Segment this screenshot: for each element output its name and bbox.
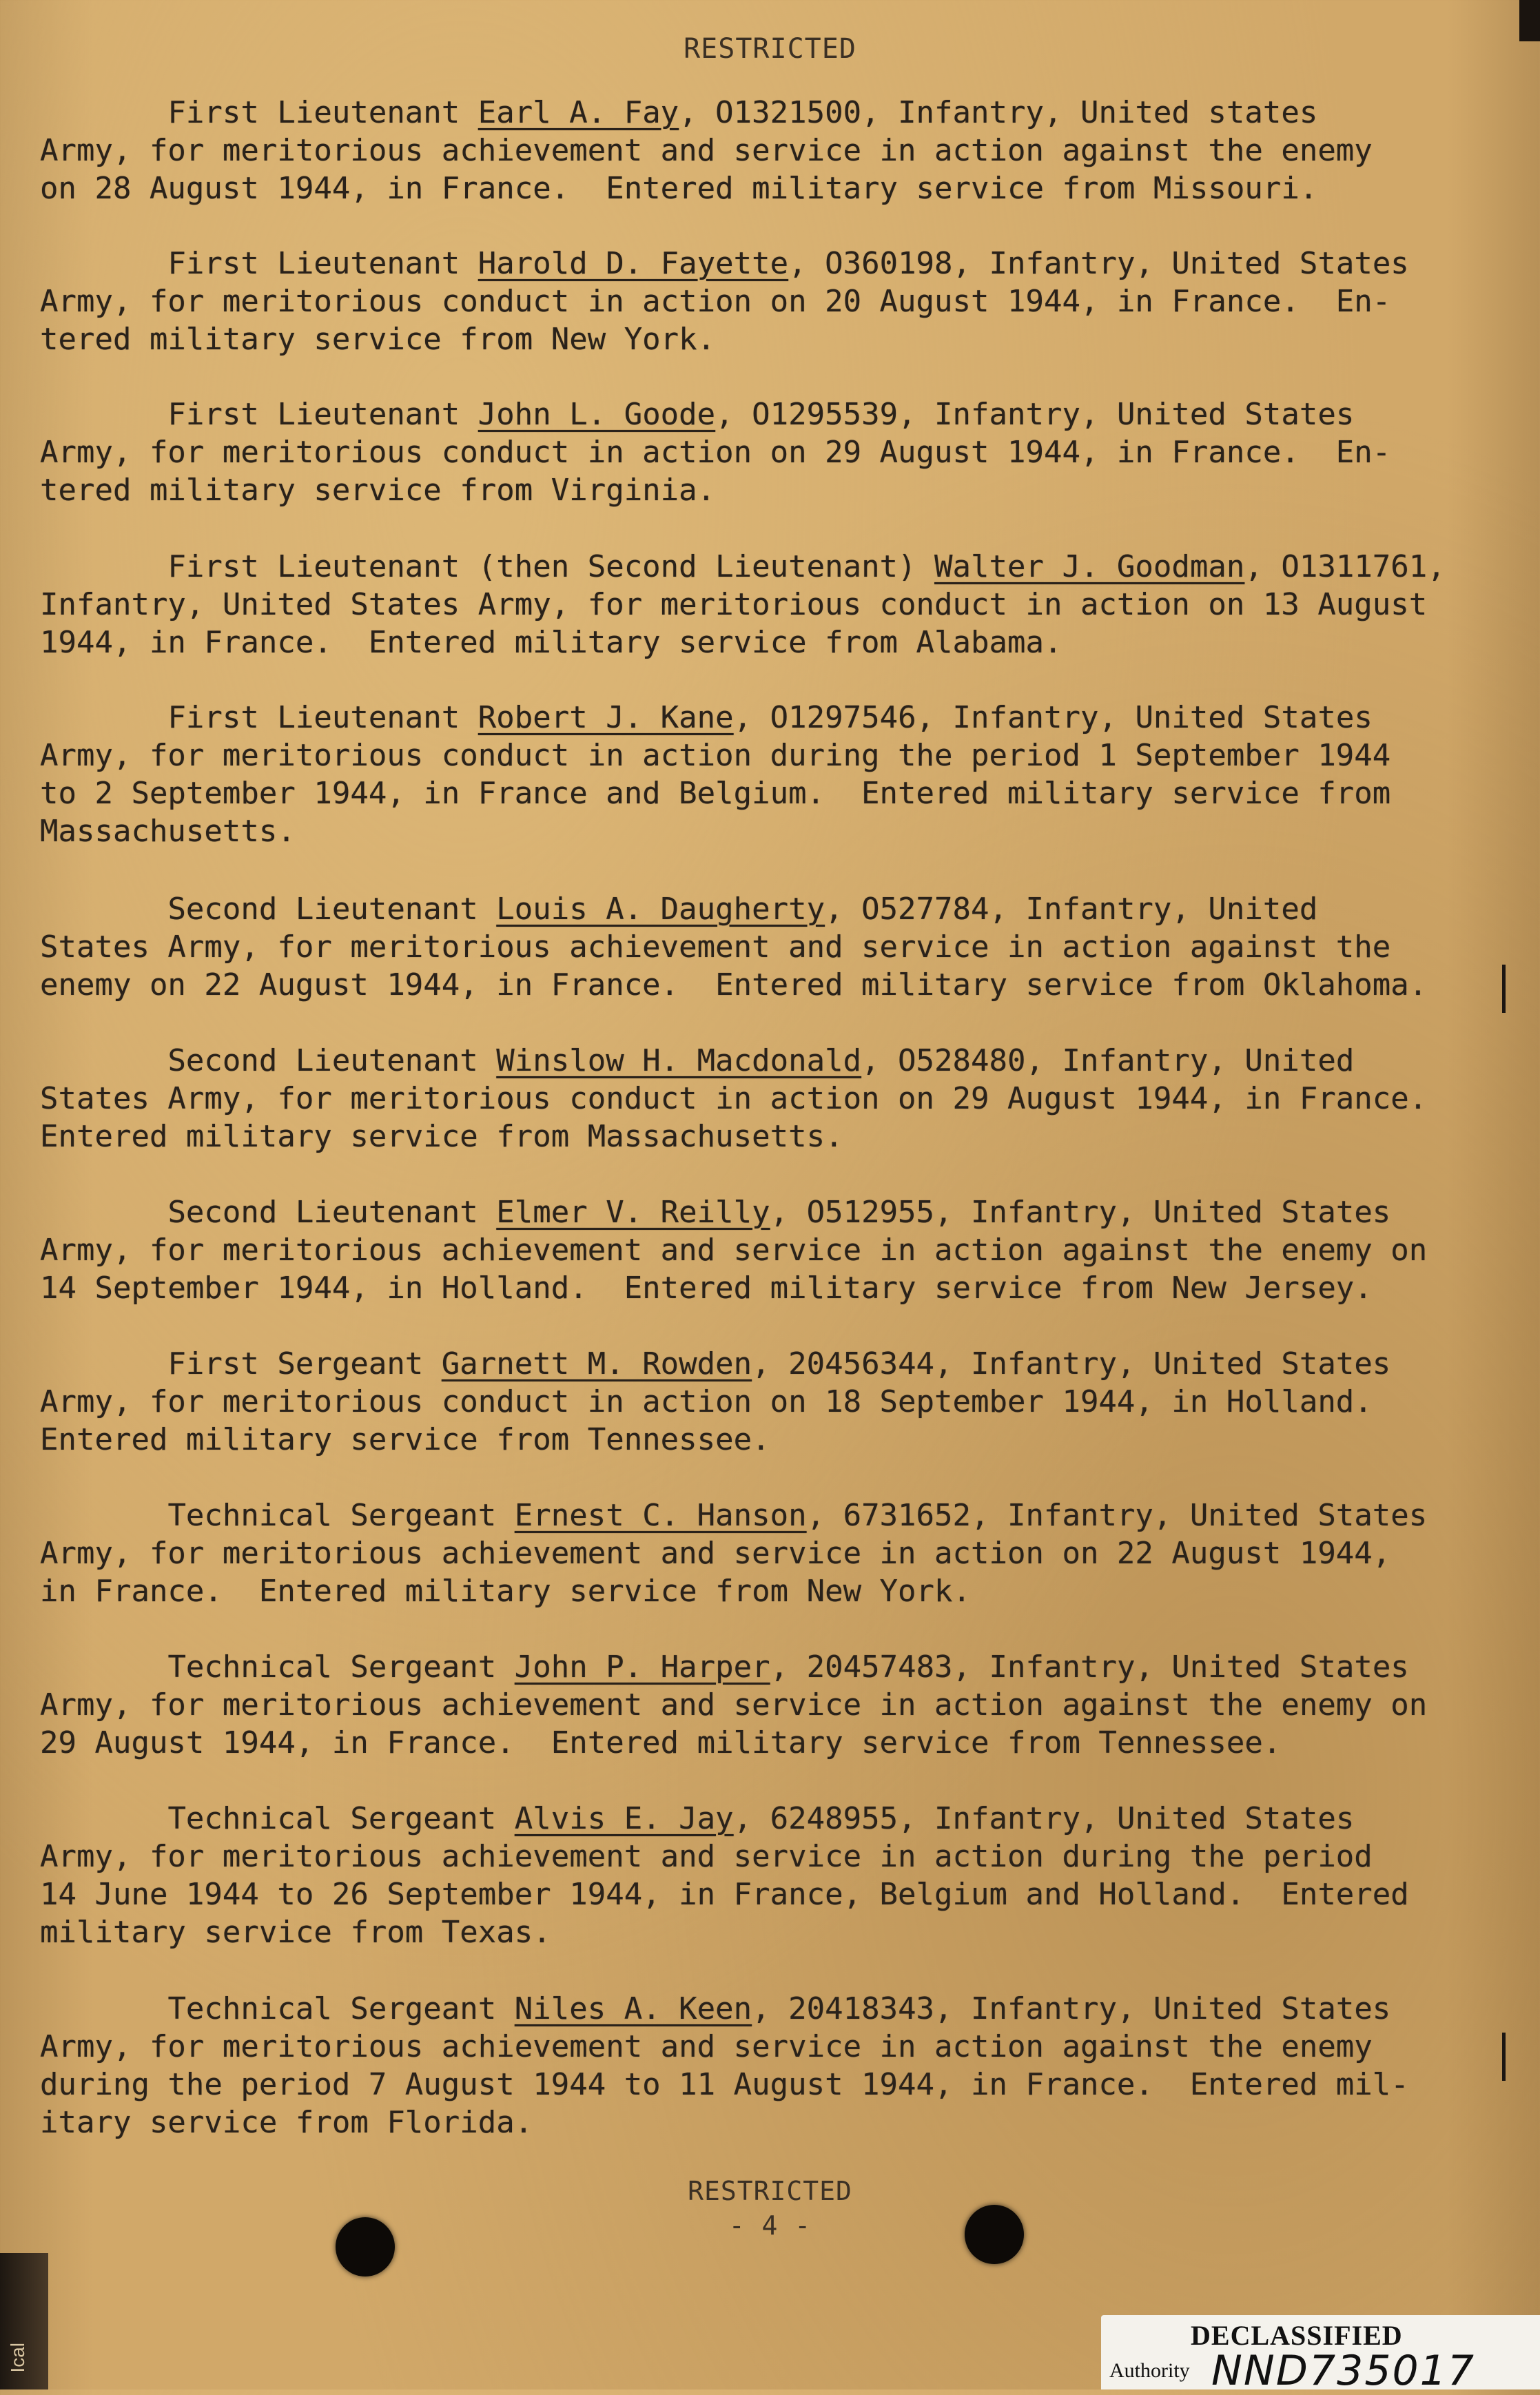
citation-entry xyxy=(40,699,1487,850)
authority-label: Authority xyxy=(1109,2359,1190,2382)
citation-entry xyxy=(40,245,1487,358)
recipient-name: Niles A. Keen xyxy=(514,1991,752,2026)
citation-entry xyxy=(40,548,1487,661)
recipient-name: John P. Harper xyxy=(514,1649,770,1685)
entry-prefix: First Lieutenant xyxy=(40,397,478,432)
restricted-header: RESTRICTED xyxy=(684,33,856,65)
entry-body: , O1311761, Infantry, United States Army, for meritorious conduct in action on 13 August 1944, in France. Entered military service from Alabama. xyxy=(40,549,1446,660)
citation-entry xyxy=(40,1648,1487,1762)
recipient-name: Winslow H. Macdonald xyxy=(496,1043,862,1078)
entry-body: , O1321500, Infantry, United states Army, for meritorious achievement and service in action against the enemy on 28 August 1944, in France. Entered military service from Missouri. xyxy=(40,95,1373,206)
citation-entry xyxy=(40,890,1487,1004)
recipient-name: Alvis E. Jay xyxy=(514,1801,734,1836)
entry-prefix: Technical Sergeant xyxy=(40,1498,515,1533)
margin-mark xyxy=(1502,2033,1506,2081)
entry-prefix: Technical Sergeant xyxy=(40,1649,515,1685)
entry-body: , O527784, Infantry, United States Army, for meritorious achievement and service in action against the enemy on 22 August 1944, in France. Entered military service from Oklahoma. xyxy=(40,892,1428,1003)
citation-entry xyxy=(40,395,1487,509)
restricted-footer: RESTRICTED xyxy=(688,2176,852,2206)
recipient-name: Louis A. Daugherty xyxy=(496,892,825,927)
recipient-name: John L. Goode xyxy=(478,397,716,432)
entry-body: , O1297546, Infantry, United States Army, for meritorious conduct in action during the period 1 September 1944 to 2 September 1944, in France and Belgium. Entered military service from Massachusetts. xyxy=(40,700,1391,849)
entry-prefix: First Lieutenant (then Second Lieutenant) xyxy=(40,549,935,584)
recipient-name: Walter J. Goodman xyxy=(934,549,1245,584)
citation-entry xyxy=(40,1042,1487,1155)
entry-prefix: Technical Sergeant xyxy=(40,1991,515,2026)
side-label: Ical xyxy=(7,2343,28,2373)
punch-hole xyxy=(965,2205,1024,2264)
entry-body: , O512955, Infantry, United States Army, for meritorious achievement and service in action against the enemy on 14 September 1944, in Holland. Entered military service from New Jersey. xyxy=(40,1195,1428,1306)
entry-body: , 20456344, Infantry, United States Army, for meritorious conduct in action on 18 September 1944, in Holland. Entered military service from Tennessee. xyxy=(40,1346,1391,1457)
entry-body: , 20418343, Infantry, United States Army, for meritorious achievement and service in action against the enemy during the period 7 August 1944 to 11 August 1944, in France. Entered mil- itary service from Florida. xyxy=(40,1991,1409,2140)
recipient-name: Robert J. Kane xyxy=(478,700,734,735)
entry-prefix: Second Lieutenant xyxy=(40,892,497,927)
entry-body: , O528480, Infantry, United States Army, for meritorious conduct in action on 29 August 1944, in France. Entered military service from Massachusetts. xyxy=(40,1043,1428,1154)
entry-prefix: Second Lieutenant xyxy=(40,1195,497,1230)
recipient-name: Ernest C. Hanson xyxy=(514,1498,807,1533)
citation-entry xyxy=(40,94,1487,207)
citation-entry xyxy=(40,1800,1487,1951)
declassified-stamp xyxy=(1101,2315,1540,2395)
margin-mark xyxy=(1502,965,1506,1013)
entry-body: , O1295539, Infantry, United States Army, for meritorious conduct in action on 29 August 1944, in France. En- tered military service from Virginia. xyxy=(40,397,1391,508)
entry-prefix: First Lieutenant xyxy=(40,700,478,735)
punch-hole xyxy=(336,2217,395,2276)
entry-prefix: Technical Sergeant xyxy=(40,1801,515,1836)
recipient-name: Garnett M. Rowden xyxy=(441,1346,752,1381)
recipient-name: Elmer V. Reilly xyxy=(496,1195,770,1230)
citation-entry xyxy=(40,1345,1487,1459)
citation-entry xyxy=(40,1193,1487,1307)
declassified-title: DECLASSIFIED xyxy=(1191,2320,1403,2351)
entry-prefix: First Lieutenant xyxy=(40,95,478,130)
recipient-name: Earl A. Fay xyxy=(478,95,679,130)
citation-entry xyxy=(40,1990,1487,2141)
entry-body: , 20457483, Infantry, United States Army, for meritorious achievement and service in action against the enemy on 29 August 1944, in France. Entered military service from Tennessee. xyxy=(40,1649,1428,1760)
page-number: - 4 - xyxy=(728,2210,812,2241)
entry-body: , O360198, Infantry, United States Army, for meritorious conduct in action on 20 August 1944, in France. En- tered military service from New York. xyxy=(40,246,1409,357)
entry-prefix: First Sergeant xyxy=(40,1346,442,1381)
citation-entry xyxy=(40,1497,1487,1610)
recipient-name: Harold D. Fayette xyxy=(478,246,789,281)
authority-number: NND735017 xyxy=(1211,2347,1476,2395)
entry-body: , 6248955, Infantry, United States Army, for meritorious achievement and service in action during the period 14 June 1944 to 26 September 1944, in France, Belgium and Holland. Entered military service from Texas. xyxy=(40,1801,1409,1950)
entry-prefix: Second Lieutenant xyxy=(40,1043,497,1078)
entry-prefix: First Lieutenant xyxy=(40,246,478,281)
entry-body: , 6731652, Infantry, United States Army, for meritorious achievement and service in action on 22 August 1944, in France. Entered military service from New York. xyxy=(40,1498,1428,1609)
